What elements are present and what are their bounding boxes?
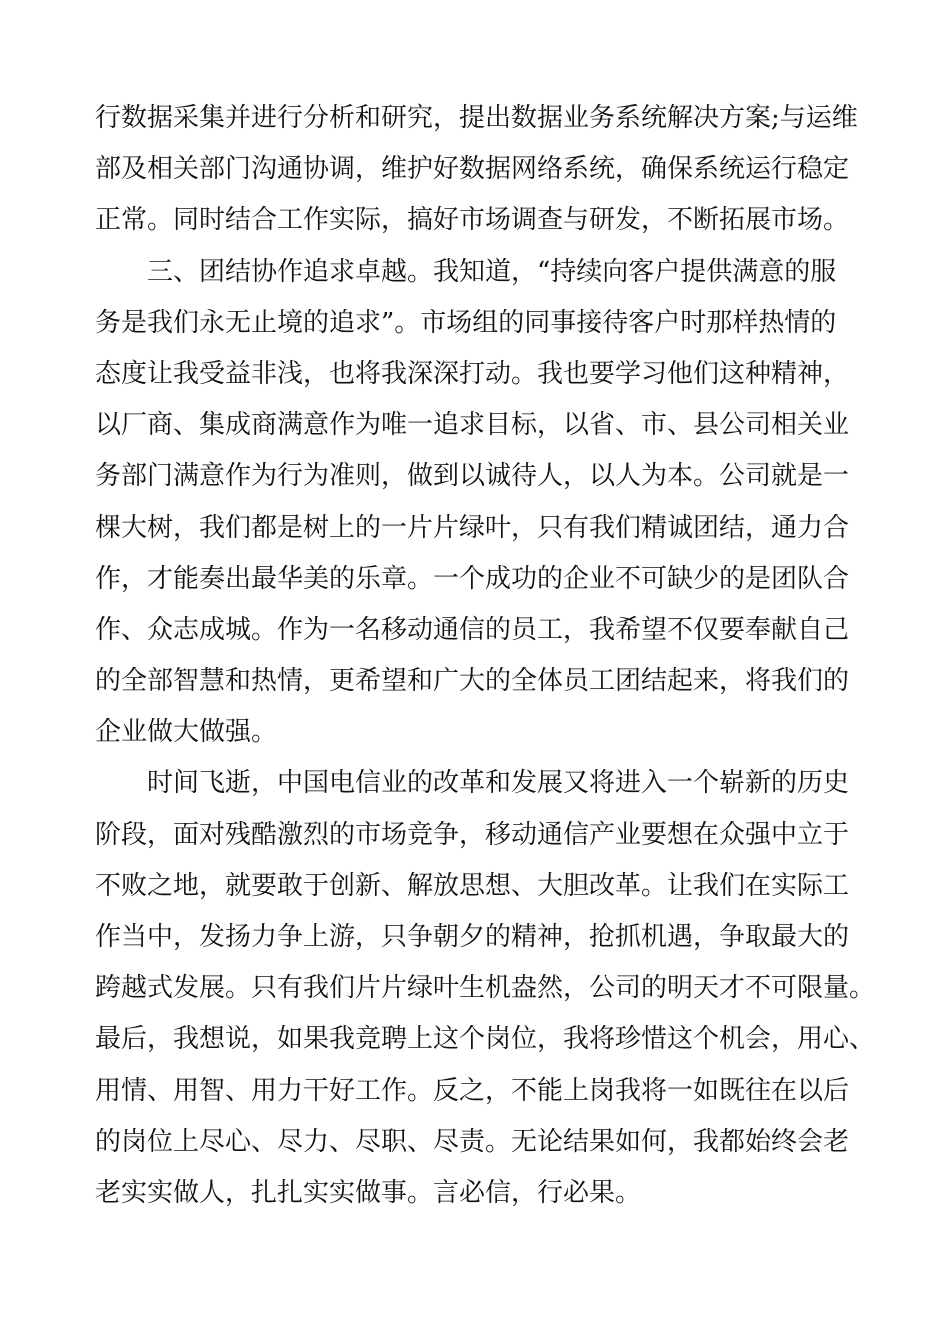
text-line: 时间飞逝，中国电信业的改革和发展又将进入一个崭新的历史 xyxy=(147,768,850,799)
text-line: 老实实做人，扎扎实实做事。言必信，行必果。 xyxy=(95,1177,642,1208)
text-line: 用情、用智、用力干好工作。反之，不能上岗我将一如既往在以后 xyxy=(95,1075,850,1106)
text-line: 不败之地，就要敢于创新、解放思想、大胆改革。让我们在实际工 xyxy=(95,870,850,901)
text-line: 作、众志成城。作为一名移动通信的员工，我希望不仅要奉献自己 xyxy=(95,614,850,645)
text-line: 部及相关部门沟通协调，维护好数据网络系统，确保系统运行稳定 xyxy=(95,154,850,185)
text-line: 三、团结协作追求卓越。我知道，“持续向客户提供满意的服 xyxy=(147,256,837,287)
text-line: 最后，我想说，如果我竞聘上这个岗位，我将珍惜这个机会，用心、 xyxy=(95,1024,876,1055)
paragraph-conclusion xyxy=(95,758,876,1219)
text-line: 务部门满意作为行为准则，做到以诚待人，以人为本。公司就是一 xyxy=(95,461,850,492)
text-line: 的岗位上尽心、尽力、尽职、尽责。无论结果如何，我都始终会老 xyxy=(95,1126,850,1157)
document-body xyxy=(95,93,876,1219)
text-line: 棵大树，我们都是树上的一片片绿叶，只有我们精诚团结，通力合 xyxy=(95,512,850,543)
text-line: 作当中，发扬力争上游，只争朝夕的精神，抢抓机遇，争取最大的 xyxy=(95,922,850,952)
text-line: 作，才能奏出最华美的乐章。一个成功的企业不可缺少的是团队合 xyxy=(95,563,850,594)
paragraph-continuation xyxy=(95,93,858,247)
text-line: 行数据采集并进行分析和研究，提出数据业务系统解决方案;与运维 xyxy=(95,103,858,133)
text-line: 阶段，面对残酷激烈的市场竞争，移动通信产业要想在众强中立于 xyxy=(95,819,850,850)
text-line: 态度让我受益非浅，也将我深深打动。我也要学习他们这种精神， xyxy=(95,358,850,389)
text-line: 企业做大做强。 xyxy=(95,717,278,748)
text-line: 务是我们永无止境的追求”。市场组的同事接待客户时那样热情的 xyxy=(95,307,837,338)
paragraph-teamwork xyxy=(95,247,855,759)
text-line: 的全部智慧和热情，更希望和广大的全体员工团结起来，将我们的 xyxy=(95,666,850,697)
text-line: 以厂商、集成商满意作为唯一追求目标，以省、市、县公司相关业 xyxy=(95,410,850,441)
text-line: 跨越式发展。只有我们片片绿叶生机盎然，公司的明天才不可限量。 xyxy=(95,973,876,1004)
text-line: 正常。同时结合工作实际，搞好市场调查与研发，不断拓展市场。 xyxy=(95,205,850,236)
